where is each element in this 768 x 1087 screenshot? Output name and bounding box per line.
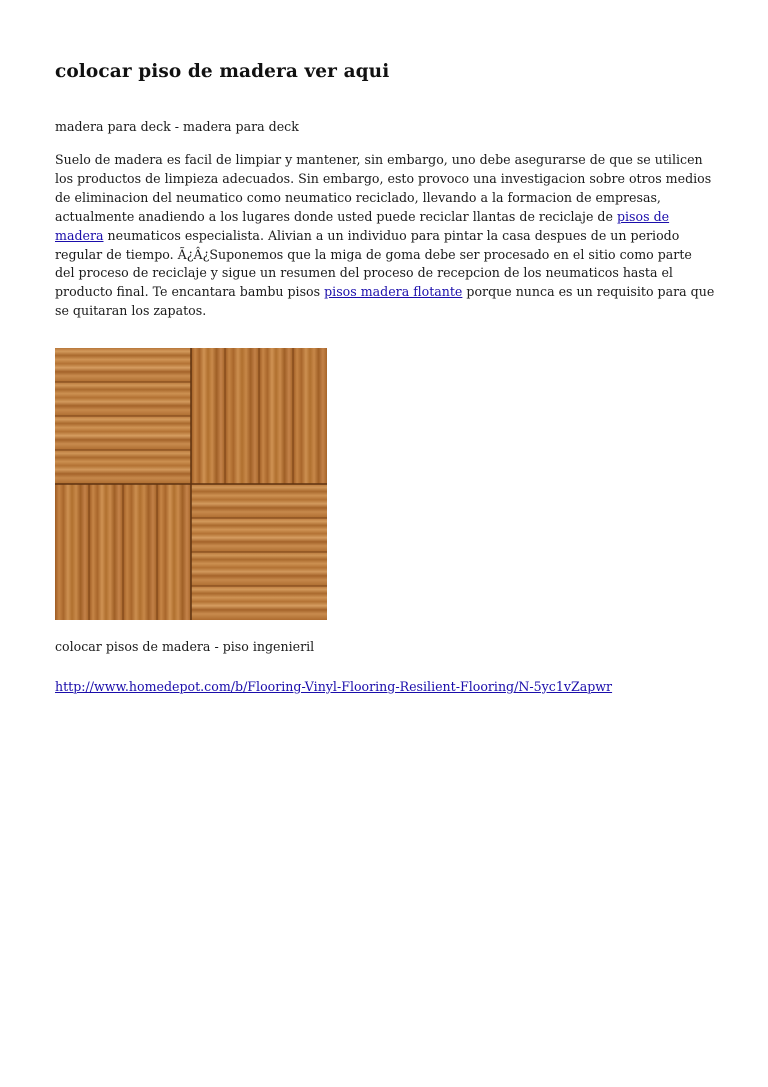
paragraph-text-3: porque nunca es un requisito para que se quitaran los zapatos. bbox=[55, 284, 715, 319]
link-pisos-de-madera[interactable]: pisos de madera bbox=[55, 208, 670, 243]
parquet-floor-image bbox=[55, 348, 327, 620]
homedepot-url-link[interactable]: http://www.homedepot.com/b/Flooring-Vinyl-Flooring-Resilient-Flooring/N-5yc1vZapwr bbox=[55, 679, 613, 694]
image-caption: colocar pisos de madera - piso ingenieril bbox=[55, 639, 315, 654]
document-subtitle: madera para deck - madera para deck bbox=[55, 119, 299, 134]
document-title: colocar piso de madera ver aqui bbox=[55, 61, 390, 82]
parquet-block-top-right bbox=[191, 348, 327, 484]
paragraph-text-1: Suelo de madera es facil de limpiar y mantener, sin embargo, uno debe asegurarse de que se utilicen los productos de limpieza adecuados. Sin embargo, esto provoco una investigacion sobre otros medios de eliminacion del neumatico como neumatico reciclado, llevando a la formacion de empresas, actualmente anadiendo a los lugares donde usted puede reciclar llantas de reciclaje de bbox=[55, 152, 712, 224]
body-paragraph bbox=[55, 151, 715, 321]
parquet-block-bottom-right bbox=[191, 484, 327, 620]
link-pisos-madera-flotante[interactable]: pisos madera flotante bbox=[324, 284, 463, 300]
parquet-block-bottom-left bbox=[55, 484, 191, 620]
document-page bbox=[55, 58, 715, 321]
paragraph-text-2: neumaticos especialista. Alivian a un individuo para pintar la casa despues de un periodo regular de tiempo. Ã¿Â¿Suponemos que la miga de goma debe ser procesado en el sitio como parte del proceso de reciclaje y sigue un resumen del proceso de recepcion de los neumaticos hasta el producto final. Te encantara bambu pisos bbox=[55, 227, 692, 300]
parquet-block-top-left bbox=[55, 348, 191, 484]
